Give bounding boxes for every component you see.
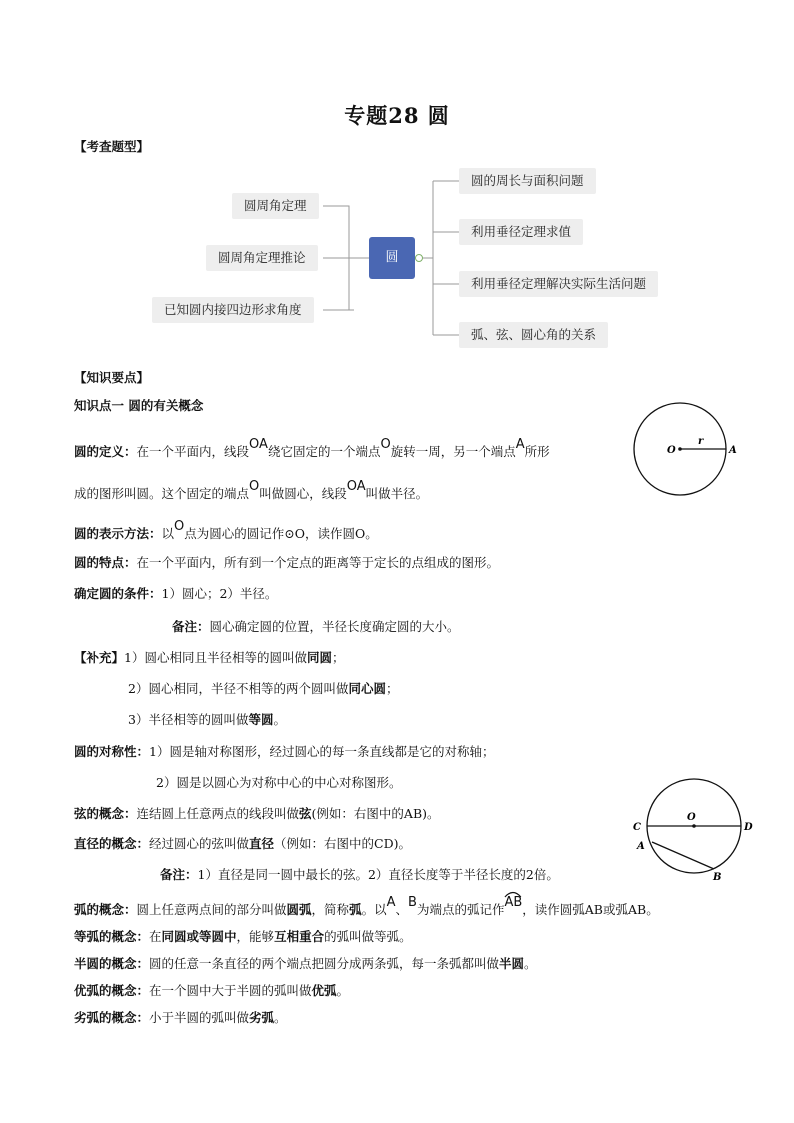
- point-a: A: [515, 437, 525, 452]
- mindmap-node-left-3: 已知圆内接四边形求角度: [152, 297, 314, 323]
- symmetry-line-1: 圆的对称性：1）圆是轴对称图形，经过圆心的每一条直线都是它的对称轴；: [74, 744, 495, 759]
- label-o: O: [667, 445, 676, 456]
- label-a: A: [729, 445, 737, 456]
- note-1: 备注：圆心确定圆的位置，半径长度确定圆的大小。: [172, 619, 460, 634]
- kp1-heading: 知识点一 圆的有关概念: [74, 398, 204, 413]
- feature-line: 圆的特点：在一个平面内，所有到一个定点的距离等于定长的点组成的图形。: [74, 555, 500, 570]
- mindmap-node-right-2: 利用垂径定理求值: [459, 219, 583, 245]
- center-point: [678, 447, 682, 451]
- page-title: 专题28 圆: [344, 103, 450, 128]
- section-key-points: 【知识要点】: [74, 370, 150, 385]
- segment-oa: OA: [249, 437, 268, 452]
- condition-line: 确定圆的条件：1）圆心；2）半径。: [74, 586, 278, 601]
- mindmap-connectors: [0, 0, 794, 360]
- definition-label: 圆的定义：: [74, 444, 137, 459]
- note-2: 备注：1）直径是同一圆中最长的弦。2）直径长度等于半径长度的2倍。: [160, 867, 559, 882]
- semicircle-line: 半圆的概念：圆的任意一条直径的两个端点把圆分成两条弧，每一条弧都叫做半圆。: [74, 956, 537, 971]
- label-r: r: [698, 436, 704, 447]
- minor-arc-line: 劣弧的概念：小于半圆的弧叫做劣弧。: [74, 1010, 287, 1025]
- figure-circle-chord: [628, 774, 758, 884]
- notation-line: 圆的表示方法：以O点为圆心的圆记作⊙O，读作圆O。: [74, 519, 378, 541]
- diameter-line: 直径的概念：经过圆心的弦叫做直径（例如：右图中的CD)。: [74, 836, 412, 851]
- mindmap-node-right-1: 圆的周长与面积问题: [459, 168, 596, 194]
- label-c: C: [633, 822, 641, 833]
- equal-arc-line: 等弧的概念：在同圆或等圆中，能够互相重合的弧叫做等弧。: [74, 929, 412, 944]
- mindmap-center-node: 圆: [369, 237, 415, 279]
- arc-mark-icon: [504, 890, 522, 898]
- point-o: O: [380, 437, 391, 452]
- label-o: O: [687, 812, 696, 823]
- major-arc-line: 优弧的概念：在一个圆中大于半圆的弧叫做优弧。: [74, 983, 350, 998]
- figure-circle-radius: [626, 400, 756, 500]
- label-d: D: [744, 822, 753, 833]
- definition-line-2: 成的图形叫圆。这个固定的端点O叫做圆心，线段OA叫做半径。: [74, 479, 429, 501]
- mindmap-node-right-4: 弧、弦、圆心角的关系: [459, 322, 608, 348]
- arc-ab-notation: AB: [504, 895, 522, 910]
- mindmap-toggle-icon: [416, 255, 423, 262]
- label-b: B: [713, 872, 722, 883]
- supplement-line-3: 3）半径相等的圆叫做等圆。: [128, 712, 286, 727]
- definition-line-1: 圆的定义：在一个平面内，线段OA绕它固定的一个端点O旋转一周，另一个端点A所形: [74, 437, 550, 459]
- section-question-types: 【考查题型】: [74, 139, 150, 154]
- chord-line: 弦的概念：连结圆上任意两点的线段叫做弦(例如：右图中的AB)。: [74, 806, 440, 821]
- symmetry-line-2: 2）圆是以圆心为对称中心的中心对称图形。: [156, 775, 402, 790]
- supplement-line-2: 2）圆心相同，半径不相等的两个圆叫做同心圆；: [128, 681, 399, 696]
- mindmap-node-right-3: 利用垂径定理解决实际生活问题: [459, 271, 658, 297]
- label-a: A: [637, 841, 645, 852]
- arc-line: 弧的概念：圆上任意两点间的部分叫做圆弧，简称弧。以A、B为端点的弧记作 AB，读作圆弧AB或弧AB。: [74, 900, 659, 918]
- center-point: [692, 824, 696, 828]
- supplement-line-1: 【补充】1）圆心相同且半径相等的圆叫做同圆；: [74, 650, 345, 665]
- mindmap-node-left-1: 圆周角定理: [232, 193, 319, 219]
- mindmap-node-left-2: 圆周角定理推论: [206, 245, 318, 271]
- chord-ab: [652, 842, 714, 869]
